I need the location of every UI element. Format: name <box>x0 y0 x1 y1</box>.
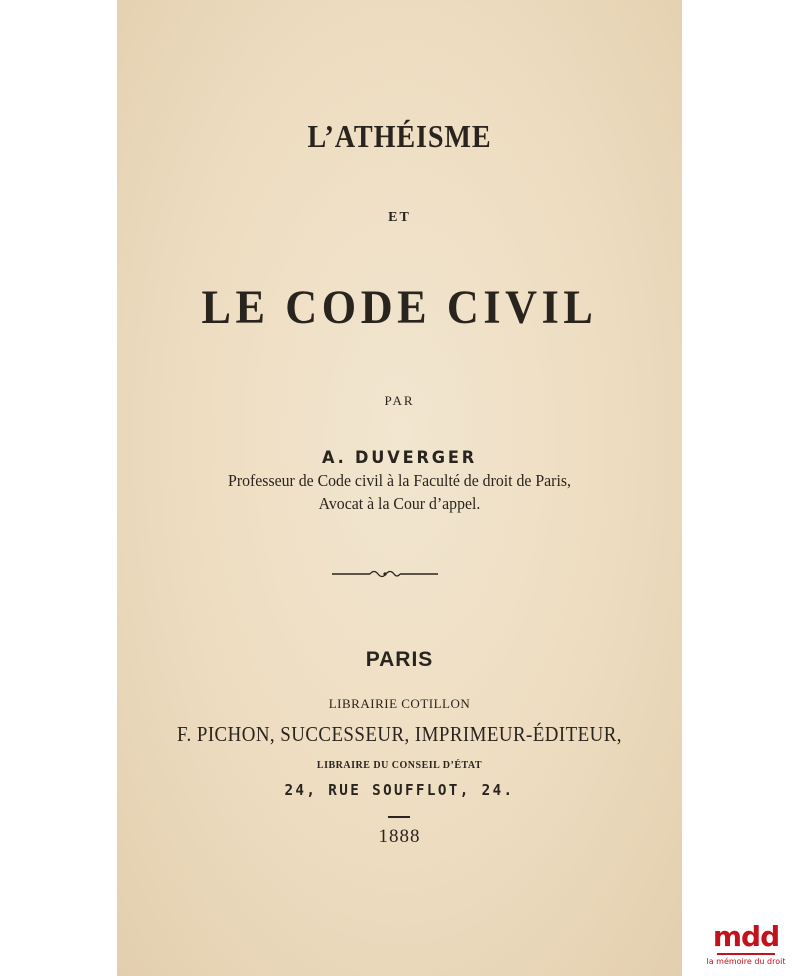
author-name: A. DUVERGER <box>321 448 478 468</box>
conjunction: ET <box>388 210 411 225</box>
book-title: L’ATHÉISME <box>307 118 492 154</box>
ornament-divider-icon <box>330 566 440 582</box>
author-role-line-2: Avocat à la Cour d’appel. <box>318 494 481 513</box>
publication-city: PARIS <box>365 648 434 671</box>
publication-year: 1888 <box>378 826 421 847</box>
logo-underline <box>717 953 775 955</box>
logo-wordmark: mdd <box>712 920 780 953</box>
logo-tagline: la mémoire du droit <box>706 957 786 966</box>
mdd-watermark-logo <box>698 922 794 972</box>
publisher-line: F. PICHON, SUCCESSEUR, IMPRIMEUR-ÉDITEUR, <box>177 722 622 746</box>
book-title-page <box>117 0 682 976</box>
by-label: PAR <box>384 393 415 408</box>
short-rule-divider <box>388 816 410 818</box>
main-title: LE CODE CIVIL <box>201 281 598 334</box>
publisher-address: 24, RUE SOUFFLOT, 24. <box>284 781 515 799</box>
library-name: LIBRAIRIE COTILLON <box>328 696 471 711</box>
author-role-line-1: Professeur de Code civil à la Faculté de droit de Paris, <box>228 471 571 490</box>
library-subtitle: LIBRAIRE DU CONSEIL D’ÉTAT <box>316 760 483 771</box>
